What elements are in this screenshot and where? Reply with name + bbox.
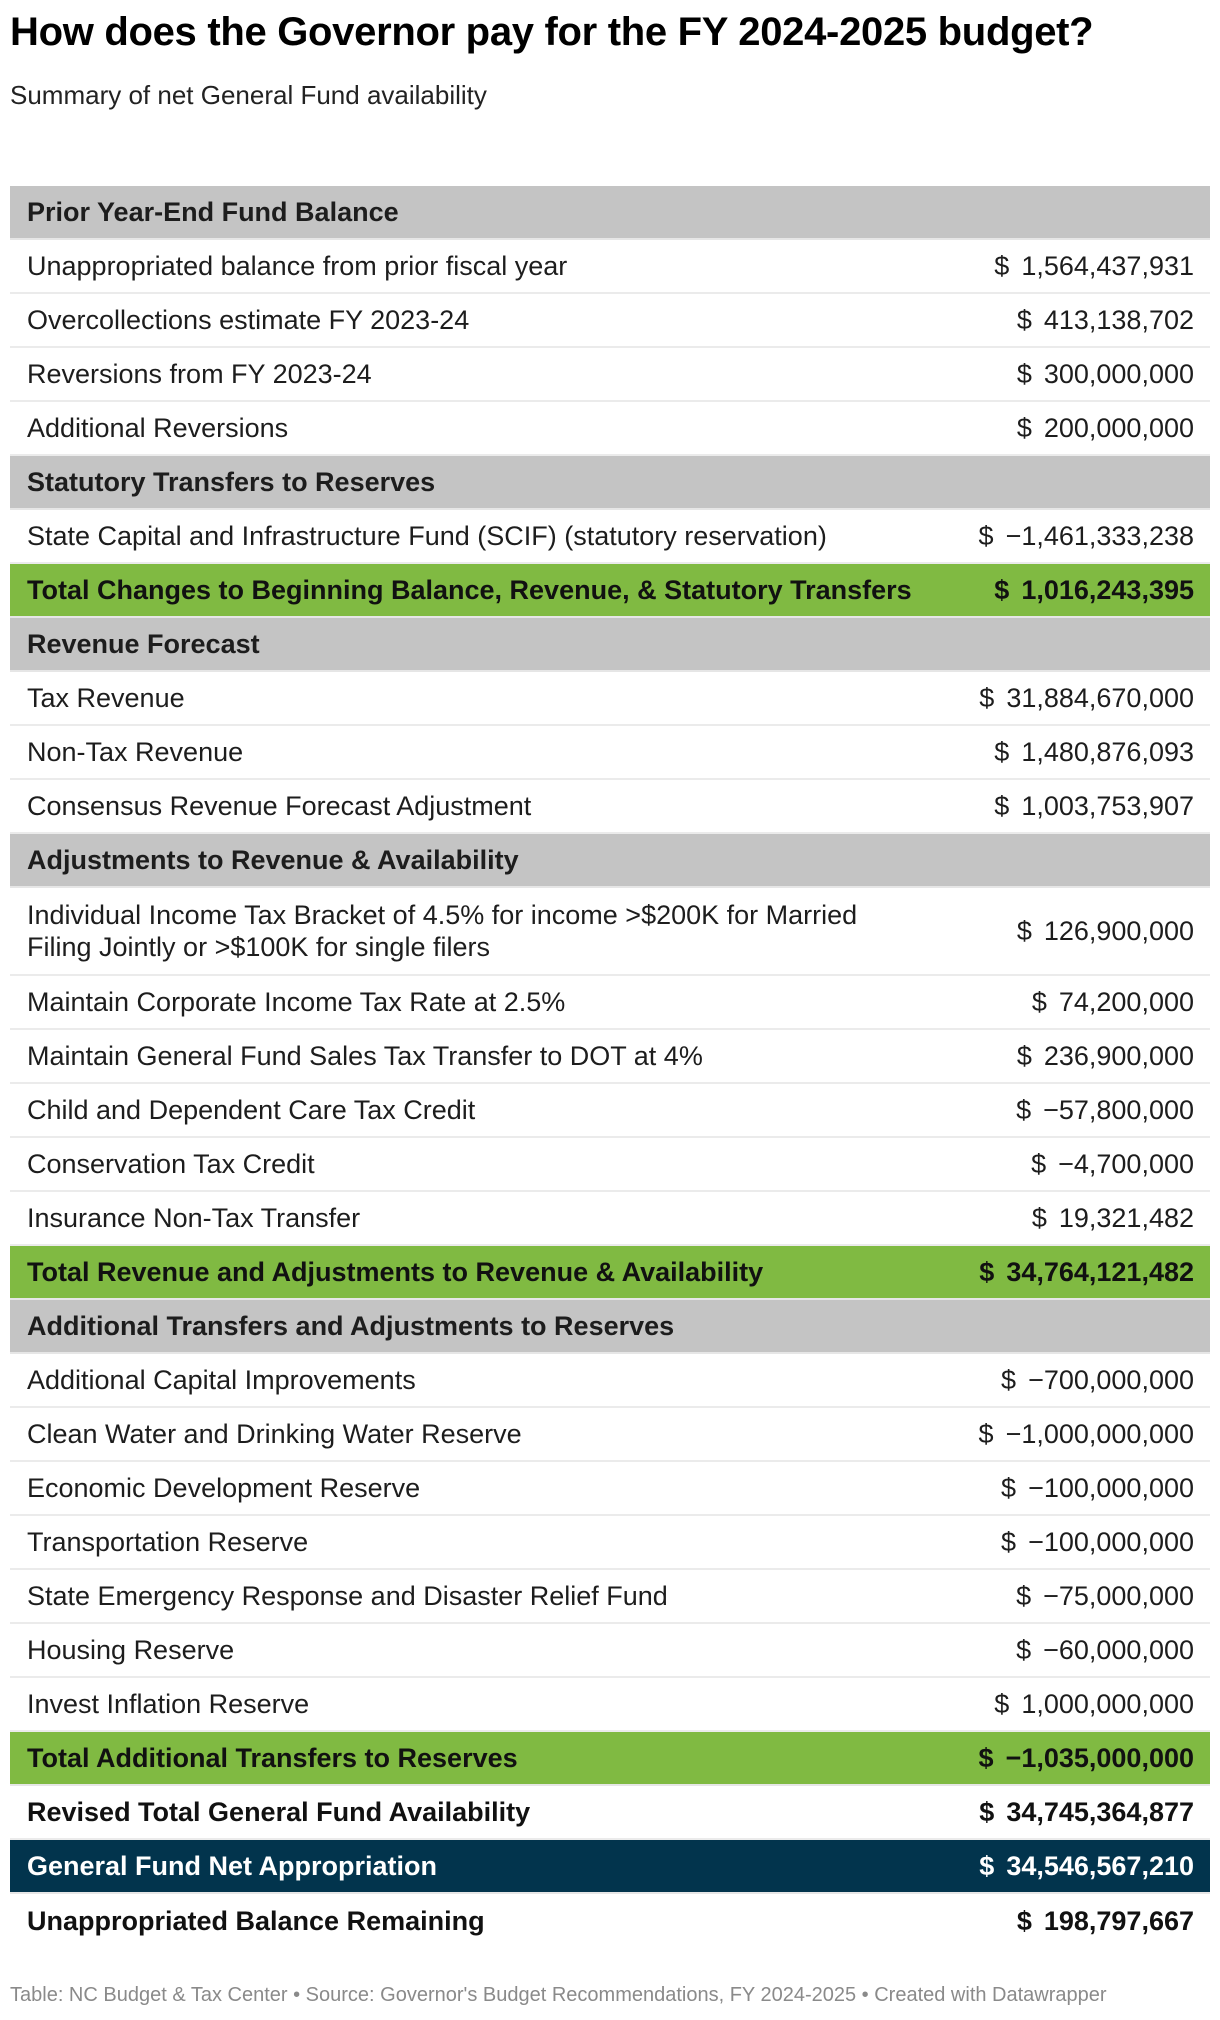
row-value bbox=[979, 1797, 1194, 1828]
amount: −4,700,000 bbox=[1058, 1148, 1194, 1179]
row-label: Housing Reserve bbox=[27, 1635, 235, 1665]
row-value bbox=[1016, 1635, 1194, 1666]
currency-symbol: $ bbox=[978, 1742, 994, 1773]
table-row bbox=[10, 1516, 1210, 1570]
row-label: Child and Dependent Care Tax Credit bbox=[27, 1095, 476, 1125]
table-row bbox=[10, 1678, 1210, 1732]
page-title: How does the Governor pay for the FY 2024-2025 budget? bbox=[10, 10, 1094, 54]
row-value bbox=[994, 791, 1194, 822]
row-label: Clean Water and Drinking Water Reserve bbox=[27, 1419, 522, 1449]
currency-symbol: $ bbox=[994, 574, 1010, 605]
row-value bbox=[979, 1743, 1194, 1774]
row-value bbox=[1017, 1906, 1194, 1937]
currency-symbol: $ bbox=[1016, 1580, 1032, 1611]
amount: −60,000,000 bbox=[1043, 1634, 1194, 1665]
row-value bbox=[1016, 1581, 1194, 1612]
currency-symbol: $ bbox=[979, 1850, 995, 1881]
row-value bbox=[1032, 1203, 1194, 1234]
row-label: Invest Inflation Reserve bbox=[27, 1689, 310, 1719]
row-value bbox=[1032, 987, 1194, 1018]
currency-symbol: $ bbox=[1031, 1202, 1047, 1233]
row-label: State Emergency Response and Disaster Relief Fund bbox=[27, 1581, 668, 1611]
row-value bbox=[1001, 1527, 1194, 1558]
currency-symbol: $ bbox=[1001, 1364, 1017, 1395]
currency-symbol: $ bbox=[979, 1796, 995, 1827]
currency-symbol: $ bbox=[1001, 1526, 1017, 1557]
amount: 74,200,000 bbox=[1058, 986, 1194, 1017]
row-value bbox=[994, 1689, 1194, 1720]
amount: 1,564,437,931 bbox=[1021, 250, 1194, 281]
row-value bbox=[994, 251, 1194, 282]
row-label: Insurance Non-Tax Transfer bbox=[27, 1203, 361, 1233]
table-row bbox=[10, 1408, 1210, 1462]
row-label: Transportation Reserve bbox=[27, 1527, 309, 1557]
amount: −57,800,000 bbox=[1043, 1094, 1194, 1125]
table-row bbox=[10, 1084, 1210, 1138]
currency-symbol: $ bbox=[994, 790, 1010, 821]
currency-symbol: $ bbox=[978, 1418, 994, 1449]
section-header-row bbox=[10, 834, 1210, 888]
row-value bbox=[1031, 1149, 1194, 1180]
table-row bbox=[10, 1138, 1210, 1192]
row-value bbox=[1017, 916, 1194, 947]
currency-symbol: $ bbox=[994, 250, 1010, 281]
row-label: Statutory Transfers to Reserves bbox=[27, 467, 436, 497]
amount: −1,000,000,000 bbox=[1005, 1418, 1194, 1449]
row-value bbox=[1017, 359, 1194, 390]
section-header-row bbox=[10, 186, 1210, 240]
section-header-row bbox=[10, 456, 1210, 510]
table-row bbox=[10, 976, 1210, 1030]
row-label: Revenue Forecast bbox=[27, 629, 260, 659]
currency-symbol: $ bbox=[979, 1256, 995, 1287]
row-label: Additional Transfers and Adjustments to Reserves bbox=[27, 1311, 675, 1341]
table-row bbox=[10, 1570, 1210, 1624]
row-label: Conservation Tax Credit bbox=[27, 1149, 315, 1179]
table-row bbox=[10, 1192, 1210, 1246]
section-header-row bbox=[10, 1300, 1210, 1354]
currency-symbol: $ bbox=[994, 1688, 1010, 1719]
currency-symbol: $ bbox=[979, 682, 995, 713]
row-value bbox=[979, 1851, 1194, 1882]
amount: 236,900,000 bbox=[1043, 1040, 1194, 1071]
row-label: Unappropriated balance from prior fiscal year bbox=[27, 251, 568, 281]
currency-symbol: $ bbox=[994, 736, 1010, 767]
currency-symbol: $ bbox=[1016, 915, 1032, 946]
amount: 413,138,702 bbox=[1043, 304, 1194, 335]
row-label: Individual Income Tax Bracket of 4.5% for income >$200K for Married Filing Jointly or >$100K for single filers bbox=[27, 900, 858, 962]
row-value bbox=[994, 737, 1194, 768]
row-value bbox=[1017, 413, 1194, 444]
amount: 34,745,364,877 bbox=[1006, 1796, 1194, 1827]
currency-symbol: $ bbox=[1016, 1905, 1032, 1936]
table-row bbox=[10, 726, 1210, 780]
balance-remaining-row bbox=[10, 1894, 1210, 1948]
amount: 1,003,753,907 bbox=[1021, 790, 1194, 821]
total-row bbox=[10, 1246, 1210, 1300]
table-row bbox=[10, 672, 1210, 726]
amount: 198,797,667 bbox=[1043, 1905, 1194, 1936]
row-value bbox=[1016, 1095, 1194, 1126]
row-value bbox=[1017, 1041, 1194, 1072]
amount: 126,900,000 bbox=[1043, 915, 1194, 946]
total-row bbox=[10, 1732, 1210, 1786]
section-header-row bbox=[10, 618, 1210, 672]
table-row bbox=[10, 294, 1210, 348]
row-label: Unappropriated Balance Remaining bbox=[27, 1906, 485, 1936]
amount: 200,000,000 bbox=[1043, 412, 1194, 443]
currency-symbol: $ bbox=[1016, 1634, 1032, 1665]
page-subtitle: Summary of net General Fund availability bbox=[10, 80, 487, 110]
table-row bbox=[10, 510, 1210, 564]
table-row bbox=[10, 348, 1210, 402]
currency-symbol: $ bbox=[1031, 986, 1047, 1017]
amount: 19,321,482 bbox=[1058, 1202, 1194, 1233]
row-label: Total Changes to Beginning Balance, Revenue, & Statutory Transfers bbox=[27, 575, 912, 605]
source-footer: Table: NC Budget & Tax Center • Source: Governor's Budget Recommendations, FY 2024-2025 • Created with Datawrapper bbox=[10, 1984, 1107, 2006]
table-row bbox=[10, 888, 1210, 976]
row-label: Maintain General Fund Sales Tax Transfer to DOT at 4% bbox=[27, 1041, 703, 1071]
row-label: Non-Tax Revenue bbox=[27, 737, 244, 767]
row-label: Additional Capital Improvements bbox=[27, 1365, 416, 1395]
table-row bbox=[10, 1354, 1210, 1408]
amount: −100,000,000 bbox=[1028, 1472, 1194, 1503]
amount: 1,016,243,395 bbox=[1021, 574, 1194, 605]
row-label: Total Revenue and Adjustments to Revenue & Availability bbox=[27, 1257, 764, 1287]
table-row bbox=[10, 1624, 1210, 1678]
row-label: Adjustments to Revenue & Availability bbox=[27, 845, 519, 875]
amount: 34,764,121,482 bbox=[1006, 1256, 1194, 1287]
row-label: Revised Total General Fund Availability bbox=[27, 1797, 531, 1827]
table-row bbox=[10, 240, 1210, 294]
table-row bbox=[10, 780, 1210, 834]
row-label: Overcollections estimate FY 2023-24 bbox=[27, 305, 470, 335]
row-label: General Fund Net Appropriation bbox=[27, 1851, 438, 1881]
row-label: Consensus Revenue Forecast Adjustment bbox=[27, 791, 532, 821]
row-value bbox=[1017, 305, 1194, 336]
row-label: Economic Development Reserve bbox=[27, 1473, 421, 1503]
row-label: Tax Revenue bbox=[27, 683, 185, 713]
row-label: Maintain Corporate Income Tax Rate at 2.5% bbox=[27, 987, 566, 1017]
currency-symbol: $ bbox=[978, 520, 994, 551]
row-value bbox=[979, 521, 1194, 552]
table-row bbox=[10, 402, 1210, 456]
revised-availability-row bbox=[10, 1786, 1210, 1840]
total-row bbox=[10, 564, 1210, 618]
table-row bbox=[10, 1462, 1210, 1516]
amount: 1,000,000,000 bbox=[1021, 1688, 1194, 1719]
row-label: Reversions from FY 2023-24 bbox=[27, 359, 372, 389]
amount: −100,000,000 bbox=[1028, 1526, 1194, 1557]
amount: 31,884,670,000 bbox=[1006, 682, 1194, 713]
currency-symbol: $ bbox=[1016, 358, 1032, 389]
row-label: Additional Reversions bbox=[27, 413, 289, 443]
row-value bbox=[1001, 1473, 1194, 1504]
row-value bbox=[979, 683, 1194, 714]
amount: 300,000,000 bbox=[1043, 358, 1194, 389]
currency-symbol: $ bbox=[1016, 412, 1032, 443]
row-label: Total Additional Transfers to Reserves bbox=[27, 1743, 518, 1773]
amount: 1,480,876,093 bbox=[1021, 736, 1194, 767]
row-value bbox=[1001, 1365, 1194, 1396]
amount: −75,000,000 bbox=[1043, 1580, 1194, 1611]
currency-symbol: $ bbox=[1031, 1148, 1047, 1179]
currency-symbol: $ bbox=[1016, 1094, 1032, 1125]
currency-symbol: $ bbox=[1001, 1472, 1017, 1503]
net-appropriation-row bbox=[10, 1840, 1210, 1894]
budget-table bbox=[10, 186, 1210, 1948]
currency-symbol: $ bbox=[1016, 1040, 1032, 1071]
amount: −700,000,000 bbox=[1028, 1364, 1194, 1395]
row-label: State Capital and Infrastructure Fund (SCIF) (statutory reservation) bbox=[27, 521, 827, 551]
currency-symbol: $ bbox=[1016, 304, 1032, 335]
amount: 34,546,567,210 bbox=[1006, 1850, 1194, 1881]
row-label: Prior Year-End Fund Balance bbox=[27, 197, 399, 227]
row-value bbox=[994, 575, 1194, 606]
row-value bbox=[979, 1419, 1194, 1450]
row-value bbox=[979, 1257, 1194, 1288]
table-row bbox=[10, 1030, 1210, 1084]
amount: −1,035,000,000 bbox=[1005, 1742, 1194, 1773]
amount: −1,461,333,238 bbox=[1005, 520, 1194, 551]
